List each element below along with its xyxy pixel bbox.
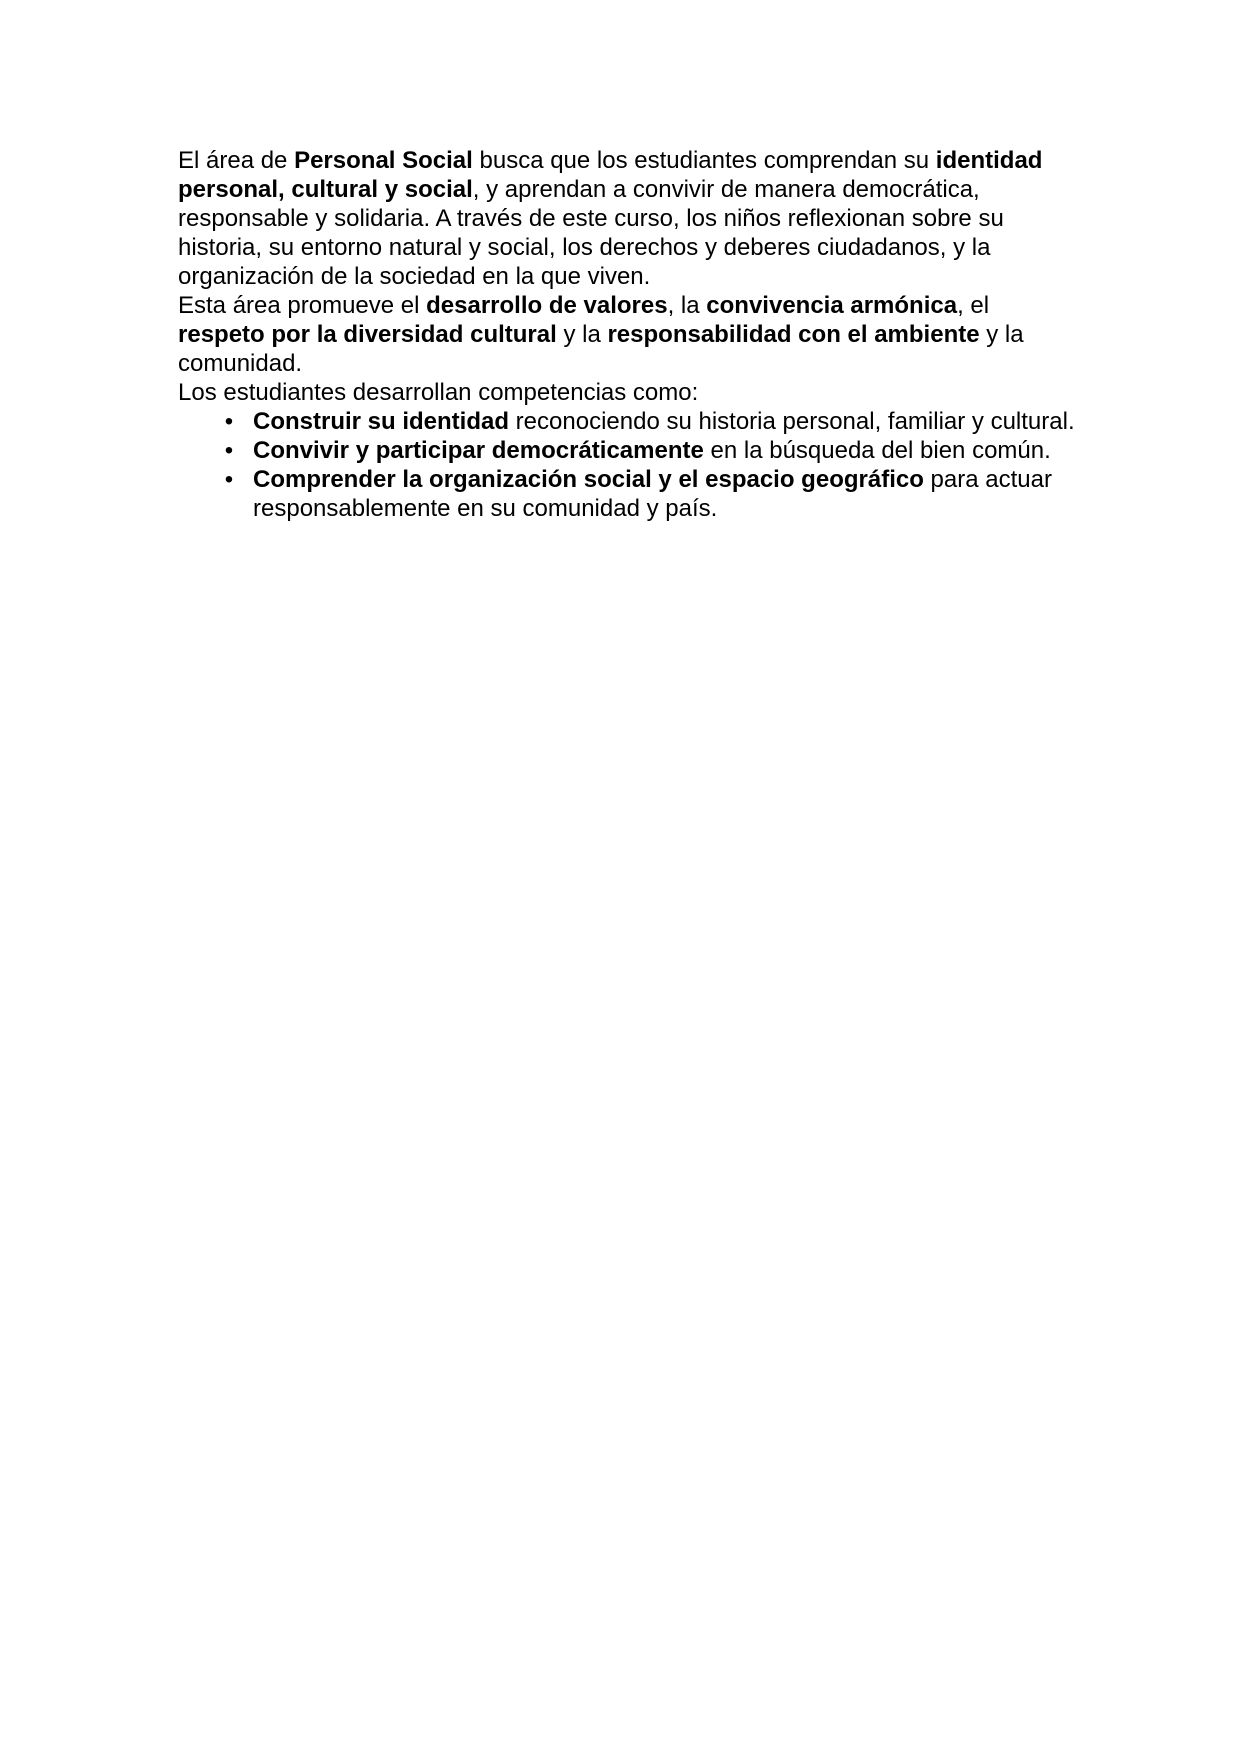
competencies-intro: Los estudiantes desarrollan competencias como:	[178, 379, 699, 406]
bold-term: Construir su identidad	[253, 408, 510, 435]
bullet-icon: •	[224, 408, 234, 435]
bold-term: desarrollo de valores	[426, 292, 668, 319]
bullet-icon: •	[224, 466, 234, 493]
text-run: y la	[556, 321, 608, 348]
text-run: para actuar responsablemente en su comunidad y país.	[253, 466, 1052, 522]
list-item	[178, 407, 1078, 436]
text-run: , el	[957, 292, 990, 319]
bold-term: Comprender la organización social y el espacio geográfico	[253, 466, 924, 493]
text-run: en la búsqueda del bien común.	[703, 437, 1051, 464]
document-body	[178, 146, 1078, 523]
list-item	[178, 436, 1078, 465]
intro-paragraph	[178, 146, 1078, 291]
competencies-list	[178, 407, 1078, 523]
list-item	[178, 465, 1078, 523]
text-run: y la comunidad.	[178, 321, 1024, 377]
bold-term: Convivir y participar democráticamente	[253, 437, 704, 464]
text-run: reconociendo su historia personal, familiar y cultural.	[509, 408, 1075, 435]
bold-term: Personal Social	[294, 147, 473, 174]
values-paragraph	[178, 291, 1078, 378]
bold-term: identidad personal, cultural y social	[178, 147, 1043, 203]
bold-term: responsabilidad con el ambiente	[607, 321, 980, 348]
text-run: , la	[667, 292, 707, 319]
bullet-icon: •	[224, 437, 234, 464]
bold-term: respeto por la diversidad cultural	[178, 321, 557, 348]
text-run: , y aprendan a convivir de manera democrática, responsable y solidaria. A través de este curso, los niños reflexionan sobre su historia, su entorno natural y social, los derechos y deberes ciudadanos, y la organización de la sociedad en la que viven.	[178, 176, 1004, 290]
bold-term: convivencia armónica	[706, 292, 958, 319]
text-run: Esta área promueve el	[178, 292, 427, 319]
text-run: busca que los estudiantes comprendan su	[472, 147, 936, 174]
text-run: El área de	[178, 147, 295, 174]
